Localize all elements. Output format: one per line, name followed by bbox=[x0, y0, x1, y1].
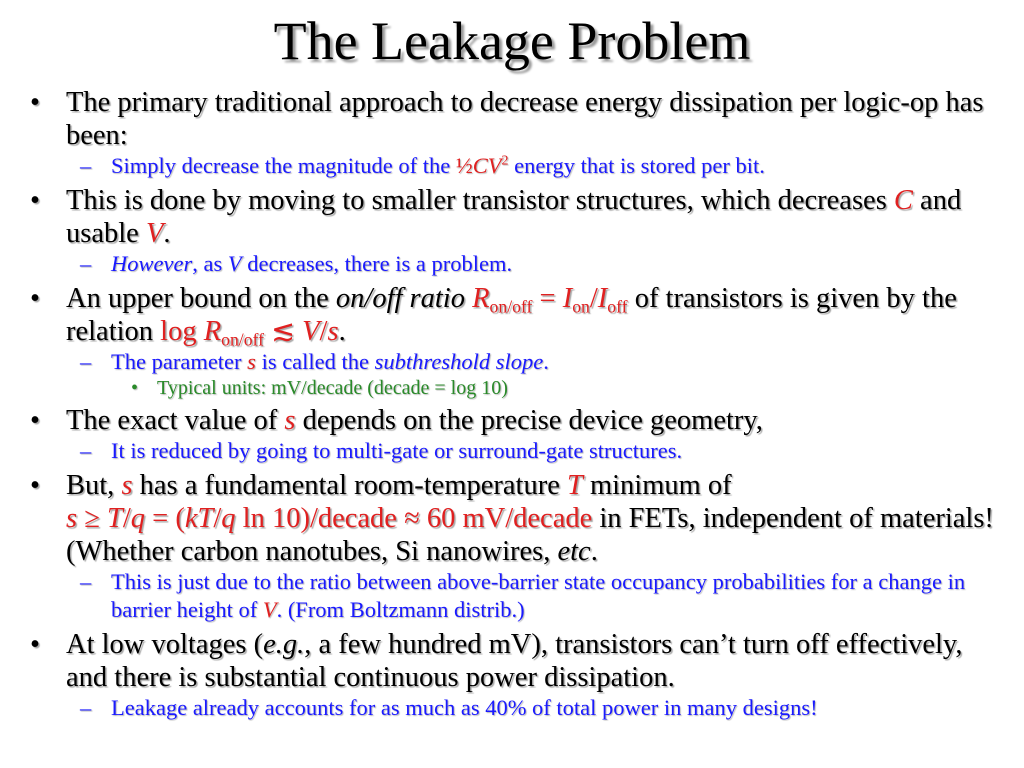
sub-text: , as bbox=[192, 251, 228, 276]
dash-marker: – bbox=[80, 349, 92, 374]
sub-text-end: energy that is stored per bit. bbox=[508, 153, 765, 178]
sub-text: Leakage already accounts for as much as 40% of total power in many designs! bbox=[111, 695, 818, 720]
bullet-marker: • bbox=[30, 283, 40, 314]
etc-word: etc bbox=[557, 536, 591, 567]
bullet-3-sub-1: – The parameter s is called the subthreshold slope. bbox=[80, 349, 549, 374]
slide-title: The Leakage Problem bbox=[273, 11, 751, 71]
bullet-5-mid2: minimum of bbox=[582, 470, 732, 501]
bullet-5-post: in FETs, independent of materials! (Whether carbon nanotubes, Si nanowires, bbox=[66, 503, 994, 567]
bullet-3-text: An upper bound on the bbox=[66, 283, 336, 314]
slide-body bbox=[0, 86, 1024, 722]
bullet-2-text: This is done by moving to smaller transistor structures, which decreases bbox=[66, 185, 894, 216]
bullet-5: • But, s has a fundamental room-temperature T minimum of s ≥ T/q = (kT/q ln 10)/decade ≈ 60 mV/decade in FETs, independent of materials! (Whether carbon nanotubes, Si nanowires, etc. bbox=[30, 470, 994, 567]
bullet-1-sub-1 bbox=[0, 152, 1024, 180]
sub-text-mid: is called the bbox=[255, 349, 375, 374]
dash-marker: – bbox=[80, 695, 92, 720]
bullet-4-sub-1 bbox=[0, 437, 1024, 465]
s-symbol: s bbox=[284, 405, 296, 436]
bullet-marker: • bbox=[30, 87, 40, 118]
bullet-marker: • bbox=[131, 377, 139, 399]
bullet-3: • An upper bound on the on/off ratio $R_{on/off} = I_{on}/I_{off}$ of transistors is given by the relation $\log R_{on/off}$ ≲ V/s. bbox=[30, 283, 957, 350]
bullet-1 bbox=[0, 86, 1024, 152]
bullet-1-text: The primary traditional approach to decrease energy dissipation per logic-op has been: bbox=[66, 87, 984, 151]
s-symbol: s bbox=[247, 349, 256, 374]
t-symbol: T bbox=[566, 470, 583, 501]
on-off-ratio-term: on/off ratio bbox=[335, 283, 465, 314]
however-word: However bbox=[111, 251, 193, 276]
ratio-formula: $R_{on/off} = I_{on}/I_{off}$ bbox=[472, 283, 628, 317]
dash-marker: – bbox=[80, 251, 92, 276]
v-symbol: V bbox=[145, 218, 164, 249]
bullet-marker: • bbox=[30, 405, 40, 436]
sub-text: It is reduced by going to multi-gate or surround-gate structures. bbox=[111, 438, 683, 463]
sub-text: This is just due to the ratio between above-barrier state occupancy probabilities for a change in barrier height of bbox=[111, 569, 966, 622]
eg-word: e.g. bbox=[263, 629, 305, 660]
v-symbol: V bbox=[262, 597, 277, 622]
bullet-4-end: depends on the precise device geometry, bbox=[295, 405, 763, 436]
dash-marker: – bbox=[80, 569, 92, 594]
bullet-5-mid: has a fundamental room-temperature bbox=[132, 470, 567, 501]
bullet-2-mid: and usable bbox=[66, 185, 962, 249]
sub-text-end: decreases, there is a problem. bbox=[241, 251, 513, 276]
bullet-3-sub-sub-1 bbox=[0, 376, 1024, 400]
units-note: Typical units: mV/decade (decade = log 10) bbox=[157, 377, 508, 399]
sub-text: Simply decrease the magnitude of the bbox=[111, 153, 456, 178]
bullet-marker: • bbox=[30, 629, 40, 660]
bullet-2-sub-1 bbox=[0, 250, 1024, 278]
bullet-6-sub-1 bbox=[0, 694, 1024, 722]
half-fraction: ½ bbox=[455, 153, 473, 178]
bullet-5-text: But, bbox=[66, 470, 122, 501]
bullet-2 bbox=[0, 184, 1024, 250]
log-relation-formula: $\log R_{on/off}$ ≲ V/s bbox=[160, 316, 339, 350]
sub-text: The parameter bbox=[111, 349, 248, 374]
bullet-4 bbox=[0, 404, 1024, 437]
bullet-2-end: . bbox=[163, 218, 171, 249]
dash-marker: – bbox=[80, 153, 92, 178]
bullet-marker: • bbox=[30, 470, 40, 501]
sub-text-end: . (From Boltzmann distrib.) bbox=[276, 597, 525, 622]
bullet-6-end: , a few hundred mV), transistors can’t turn off effectively, and there is substantial continuous power dissipation. bbox=[66, 629, 963, 693]
dash-marker: – bbox=[80, 438, 92, 463]
slope-limit-formula: s ≥ T/q = (kT/q ln 10)/decade ≈ 60 mV/decade bbox=[66, 503, 593, 534]
subthreshold-slope-term: subthreshold slope bbox=[374, 349, 544, 374]
s-symbol: s bbox=[121, 470, 133, 501]
bullet-4-text: The exact value of bbox=[66, 405, 285, 436]
c-symbol: C bbox=[893, 185, 913, 216]
v-symbol: V bbox=[227, 251, 242, 276]
bullet-3-mid: of transistors is given by the relation bbox=[66, 283, 957, 347]
bullet-marker: • bbox=[30, 185, 40, 216]
bullet-6-text: At low voltages ( bbox=[66, 629, 264, 660]
bullet-5-sub-1 bbox=[0, 568, 1024, 624]
cv-exponent: 2 bbox=[501, 153, 509, 169]
bullet-6 bbox=[0, 628, 1024, 694]
cv-symbol: CV bbox=[472, 153, 502, 178]
